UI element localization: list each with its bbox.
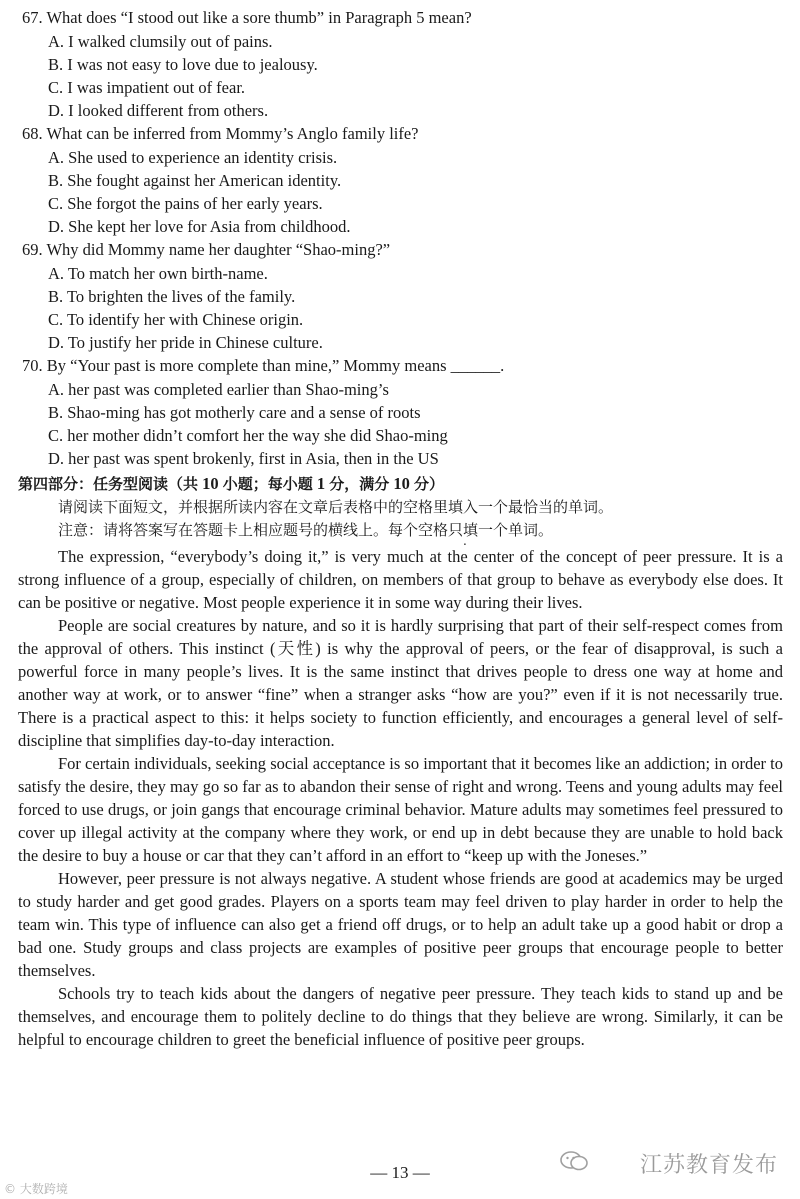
section-instruction-2 xyxy=(58,519,553,540)
question-70-option-d: D. her past was spent brokenly, first in Asia, then in the US xyxy=(48,449,439,468)
question-67-option-c: C. I was impatient out of fear. xyxy=(48,78,246,97)
section-title-num2: 1 xyxy=(316,474,326,493)
passage-paragraph-3: For certain individuals, seeking social acceptance is so important that it becomes like an addiction; in order to satisfy the desire, they may go so far as to abandon their sense of right and wrong. Teens and young adults may feel forced to use drugs, or join gangs that encourage criminal behavior. Mature adults may sometimes feel pressured to cover up illegal activity at the company where they work, or end up in debt because they are unable to hold back the desire to buy a house or car that they can’t afford in an effort to “keep up with the Joneses.” xyxy=(18,754,783,865)
question-69-option-a: A. To match her own birth-name. xyxy=(48,264,268,283)
passage-paragraph-2: People are social creatures by nature, and so it is hardly surprising that part of their self-respect comes from the approval of others. This instinct (天性) is why the approval of peers, or the fear of disapproval, is such a powerful force in many people’s lives. It is the same instinct that drives people to dress one way at home and another way at work, or to answer “fine” when a stranger asks “how are you?” even if it is not necessarily true. There is a practical aspect to this: it helps society to function efficiently, and encourages a general level of self-discipline that simplifies day-to-day interaction. xyxy=(18,616,783,750)
question-68-option-b: B. She fought against her American identity. xyxy=(48,171,342,190)
question-68-option-a: A. She used to experience an identity crisis. xyxy=(48,148,338,167)
question-68-option-d: D. She kept her love for Asia from childhood. xyxy=(48,217,351,236)
question-69-option-b: B. To brighten the lives of the family. xyxy=(48,287,296,306)
section-title xyxy=(18,473,444,494)
section-title-part1: 第四部分：任务型阅读（共 xyxy=(18,475,199,493)
question-70-option-b: B. Shao-ming has got motherly care and a sense of roots xyxy=(48,403,421,422)
wechat-icon xyxy=(560,1150,588,1172)
section-title-num1: 10 xyxy=(202,474,219,493)
question-69: 69. Why did Mommy name her daughter “Shao-ming?” xyxy=(22,240,391,259)
question-70: 70. By “Your past is more complete than mine,” Mommy means ______. xyxy=(22,356,505,375)
section-title-num3: 10 xyxy=(393,474,410,493)
passage-paragraph-4: However, peer pressure is not always negative. A student whose friends are good at academics may be urged to study harder and get good grades. Players on a sports team may feel driven to play harder in order to help the team win. This type of influence can also get a friend off drugs, or to help an adult take up a good habit or drop a bad one. Study groups and class projects are examples of positive peer groups that encourage people to better themselves. xyxy=(18,869,783,980)
instruction-2-part-a: 注意：请将答案写在答题卡上相应题号的横线上。每个空格 xyxy=(58,521,449,539)
question-69-option-c: C. To identify her with Chinese origin. xyxy=(48,310,304,329)
watermark-source: © 大数跨境 xyxy=(4,1182,68,1196)
section-title-part2: 小题；每小题 xyxy=(222,475,313,493)
instruction-2-part-b: 一个单词。 xyxy=(478,521,554,539)
question-67: 67. What does “I stood out like a sore thumb” in Paragraph 5 mean? xyxy=(22,8,472,27)
section-title-part3: 分，满分 xyxy=(329,475,390,493)
passage-paragraph-5: Schools try to teach kids about the dangers of negative peer pressure. They teach kids to stand up and be themselves, and encourage them to politely decline to do things that they believe are wrong. Similarly, it can be helpful to encourage children to greet the beneficial influence of positive peer groups. xyxy=(18,984,783,1049)
passage xyxy=(18,545,783,1051)
question-68: 68. What can be inferred from Mommy’s Anglo family life? xyxy=(22,124,419,143)
section-title-part4: 分） xyxy=(414,475,445,493)
instruction-2-emphasis: 只填 xyxy=(448,521,479,539)
question-67-option-a: A. I walked clumsily out of pains. xyxy=(48,32,273,51)
question-70-option-a: A. her past was completed earlier than Shao-ming’s xyxy=(48,380,389,399)
question-67-option-b: B. I was not easy to love due to jealousy. xyxy=(48,55,318,74)
passage-paragraph-1: The expression, “everybody’s doing it,” is very much at the center of the concept of peer pressure. It is a strong influence of a group, especially of children, on members of that group to behave as everybody else does. It can be positive or negative. Most people experience it in some way during their lives. xyxy=(18,547,783,612)
question-67-option-d: D. I looked different from others. xyxy=(48,101,269,120)
question-69-option-d: D. To justify her pride in Chinese culture. xyxy=(48,333,323,352)
section-instruction-1: 请阅读下面短文，并根据所读内容在文章后表格中的空格里填入一个最恰当的单词。 xyxy=(58,498,614,516)
page-number: — 13 — xyxy=(370,1163,430,1182)
watermark-jiangsu-education: 江苏教育发布 xyxy=(639,1153,778,1178)
question-70-option-c: C. her mother didn’t comfort her the way she did Shao-ming xyxy=(48,426,448,445)
question-68-option-c: C. She forgot the pains of her early years. xyxy=(48,194,323,213)
